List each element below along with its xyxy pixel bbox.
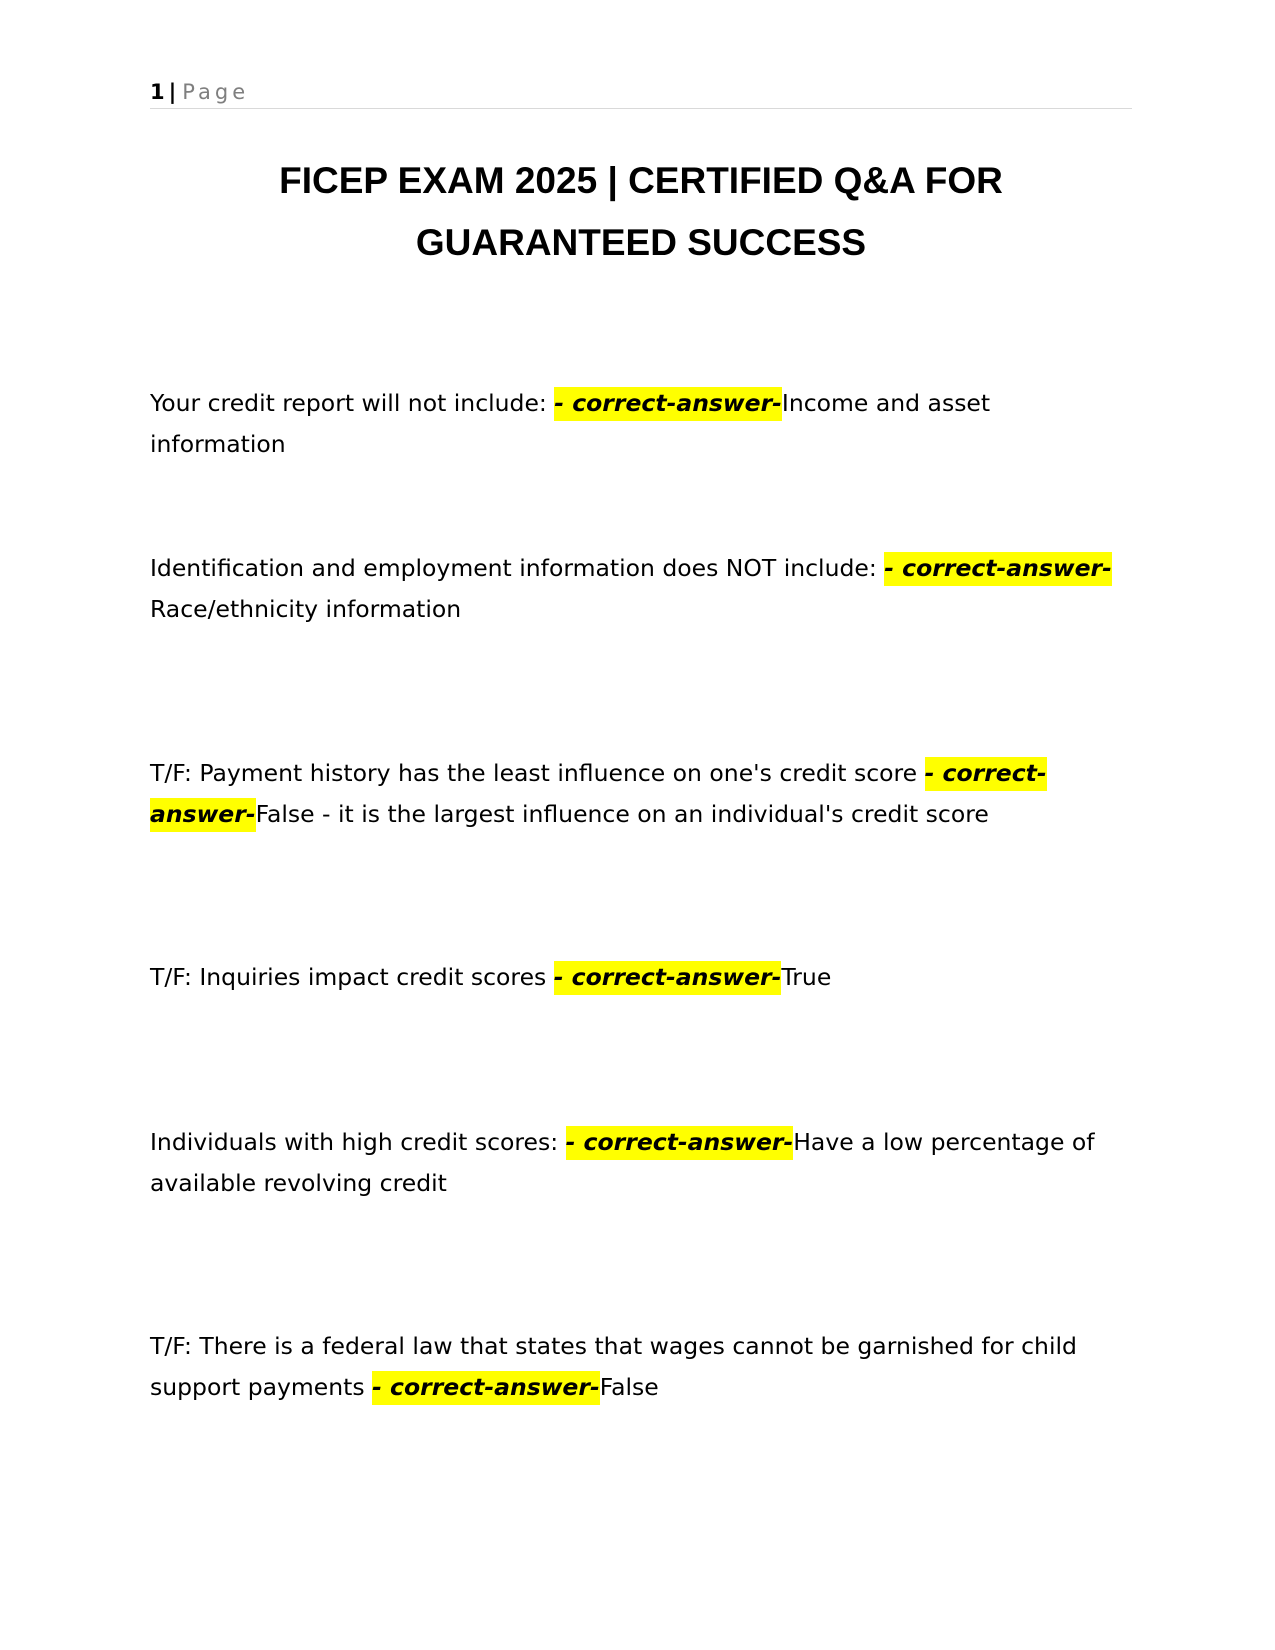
page-header [150,78,1132,109]
correct-answer-marker: - correct-answer- [554,961,782,995]
answer-text: Have a low percentage of available revolving credit [150,1128,1095,1197]
page-label: Page [182,80,250,104]
qa-item-3 [150,753,1132,835]
qa-item-2 [150,548,1132,630]
title-line-1: FICEP EXAM 2025 | CERTIFIED Q&A FOR [279,160,1003,201]
qa-item-1 [150,383,1132,465]
page-separator: | [168,80,177,104]
correct-answer-marker: - correct-answer- [566,1126,794,1160]
question-text: T/F: Payment history has the least influence on one's credit score [150,759,925,787]
question-text: Individuals with high credit scores: [150,1128,566,1156]
answer-text: False [599,1373,659,1401]
answer-text: False - it is the largest influence on an individual's credit score [255,800,989,828]
answer-text: Income and asset information [150,389,991,458]
qa-item-6 [150,1326,1132,1408]
question-text: T/F: There is a federal law that states that wages cannot be garnished for child support payments [150,1332,1077,1401]
qa-item-4 [150,957,1132,998]
correct-answer-marker: - correct-answer- [554,387,782,421]
question-text: T/F: Inquiries impact credit scores [150,963,554,991]
answer-text: Race/ethnicity information [150,595,462,623]
page-number: 1 [150,80,165,104]
answer-text: True [781,963,832,991]
title-line-2: GUARANTEED SUCCESS [415,222,867,263]
question-text: Identification and employment information does NOT include: [150,554,885,582]
correct-answer-marker: - correct-answer- [150,757,1047,832]
correct-answer-marker: - correct-answer- [884,552,1112,586]
document-title [150,150,1132,274]
qa-item-5 [150,1122,1132,1204]
question-text: Your credit report will not include: [150,389,555,417]
correct-answer-marker: - correct-answer- [372,1371,600,1405]
